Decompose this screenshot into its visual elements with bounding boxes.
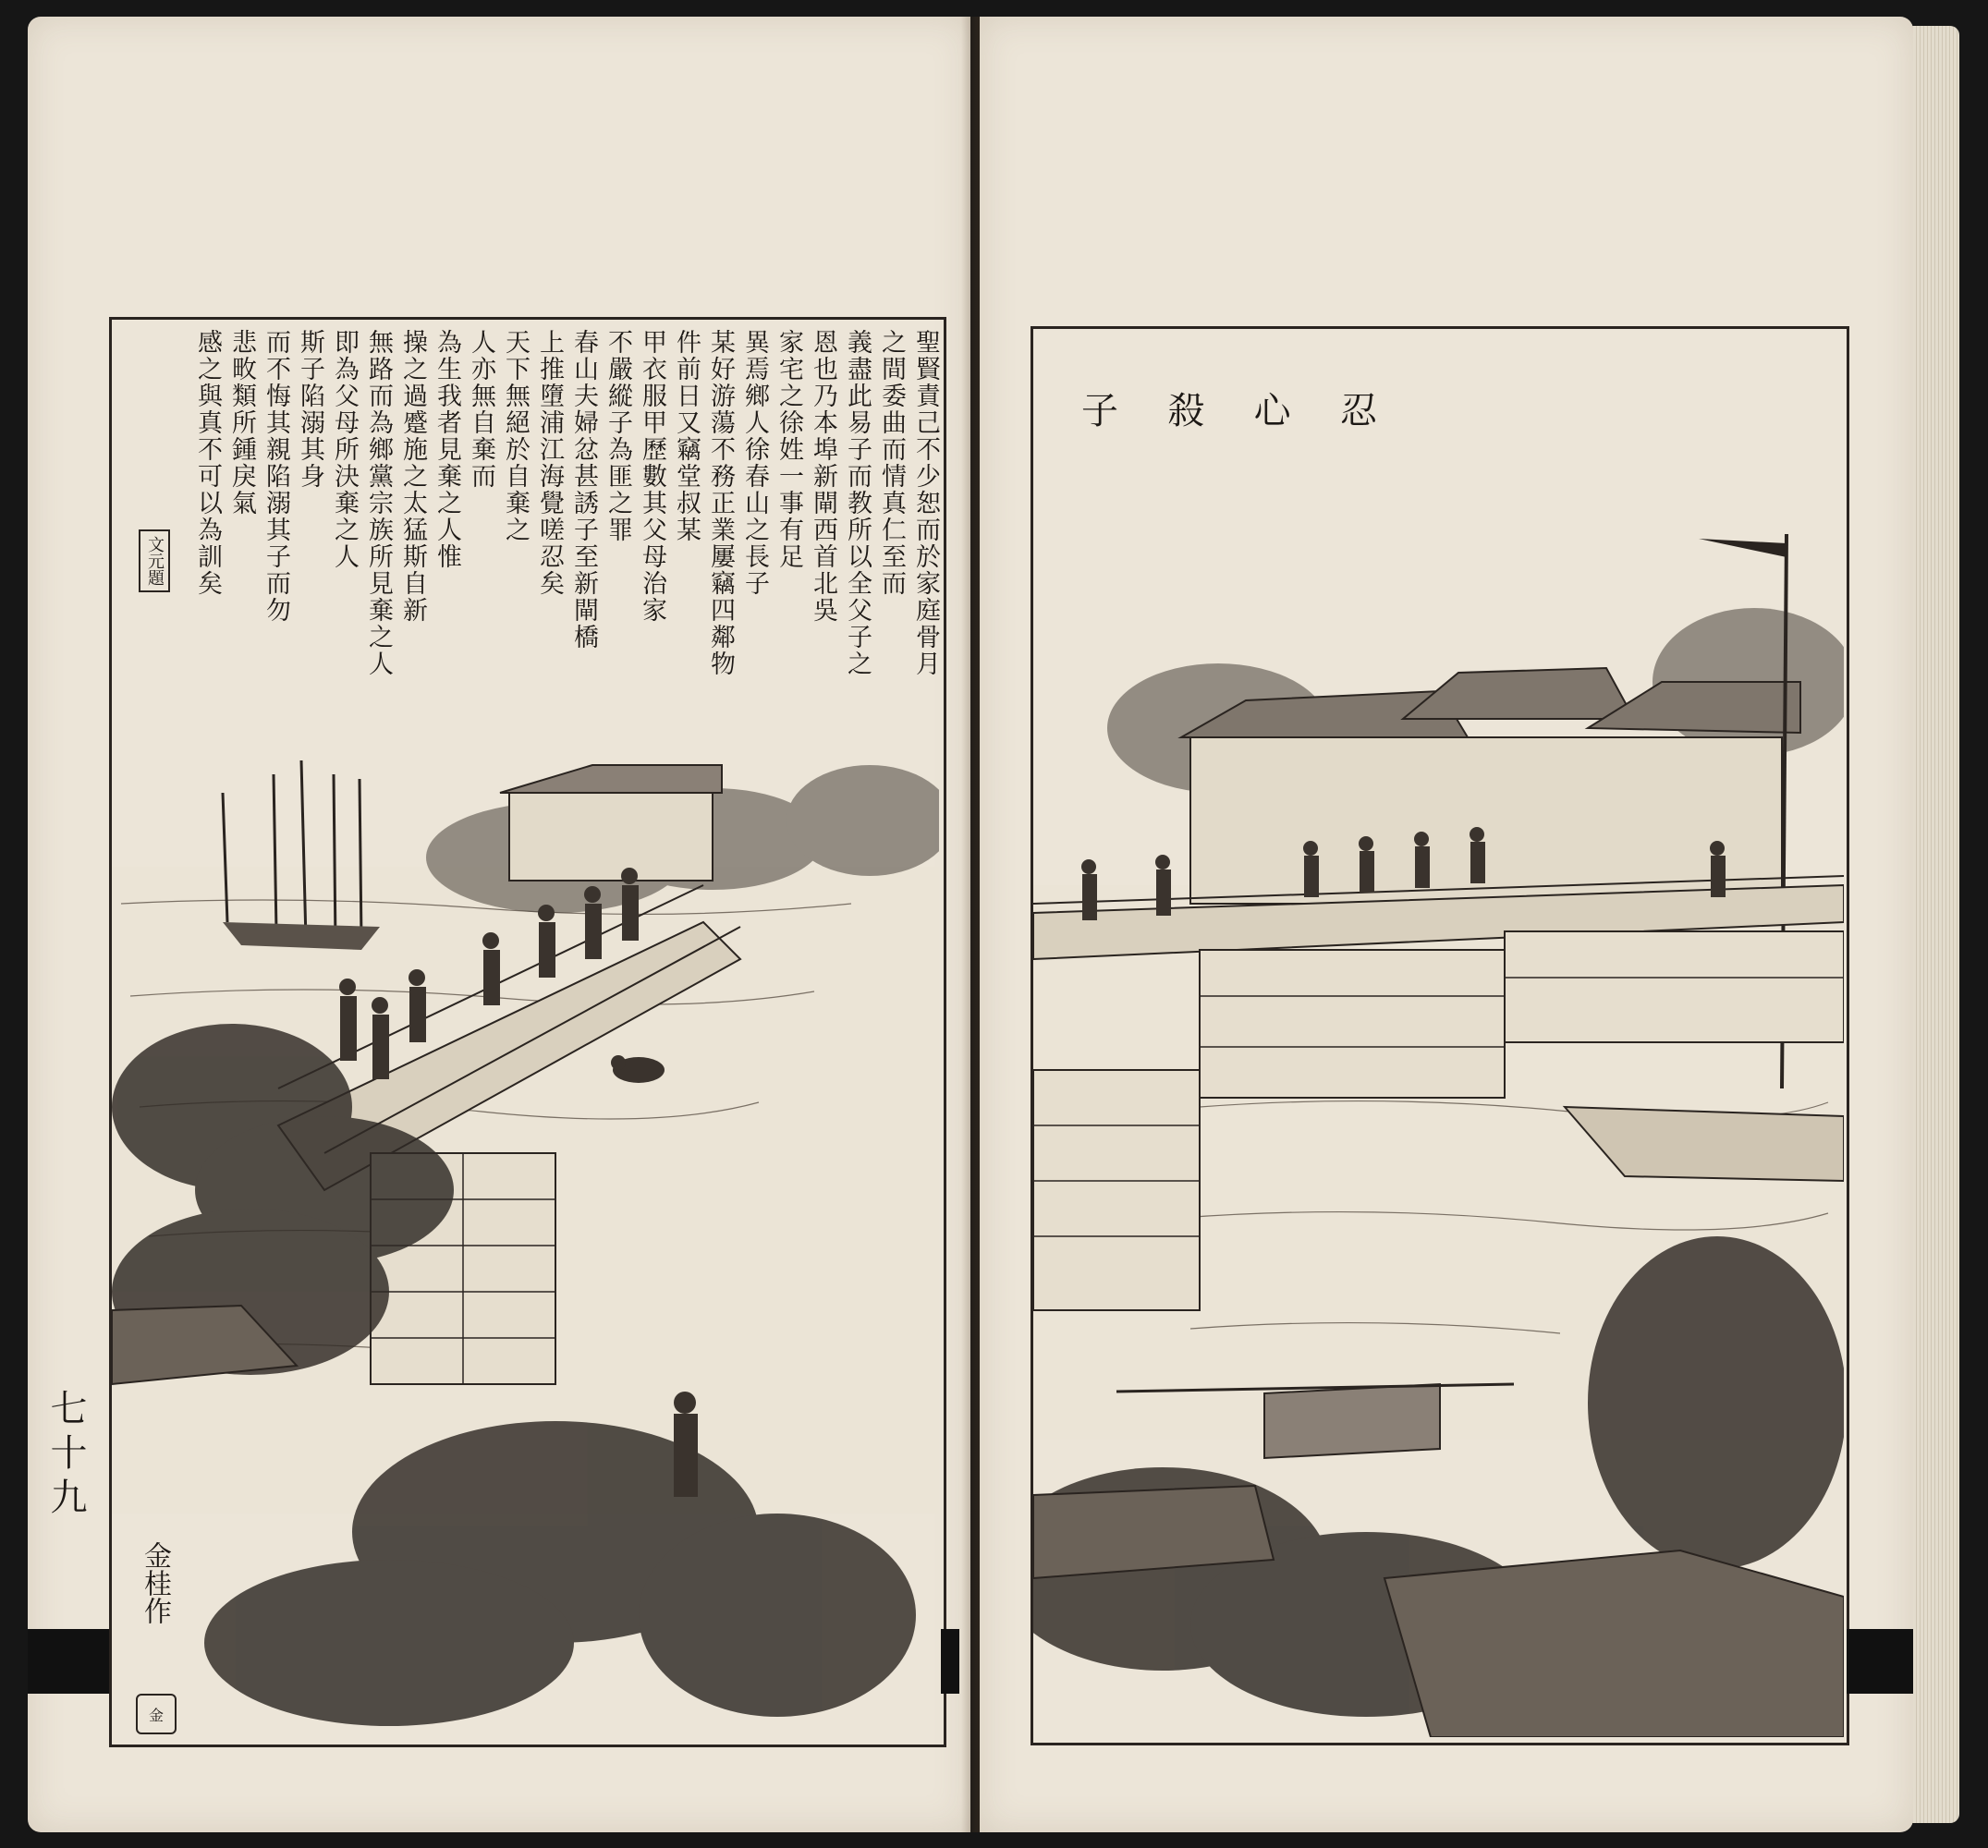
inscription-column: 天下無絕於自棄之 — [501, 329, 530, 543]
title-char-2: 心 — [1253, 390, 1291, 432]
left-illustration — [112, 756, 939, 1737]
inscription-column: 人亦無自棄而 — [467, 329, 495, 490]
inscription-column: 為生我者見棄之人惟 — [433, 329, 461, 570]
inscription-column: 不嚴縱子為匪之罪 — [604, 329, 632, 543]
inscription-column: 悲畋類所鍾戾氣 — [227, 329, 256, 517]
inscription-column: 某好游蕩不務正業屢竊四鄰物 — [706, 329, 735, 677]
inscription-column: 即為父母所決棄之人 — [330, 329, 359, 570]
artist-signature: 金桂作 — [139, 1541, 171, 1624]
right-page — [980, 17, 1913, 1832]
inscription-column: 而不悔其親陷溺其子而勿 — [262, 329, 290, 624]
inscription-column: 聖賢責己不少恕而於家庭骨月 — [911, 329, 940, 677]
inscription-seal: 文元題 — [139, 529, 170, 592]
inscription-column: 異焉鄉人徐春山之長子 — [740, 329, 769, 597]
inscription-column: 無路而為鄉黨宗族所見棄之人 — [364, 329, 393, 677]
title-char-4: 子 — [1081, 390, 1118, 432]
inscription-column: 斯子陷溺其身 — [296, 329, 324, 490]
inscription-column: 春山夫婦忿甚誘子至新閘橋 — [569, 329, 598, 650]
page-number: 七十九 — [44, 1389, 87, 1522]
inscription-column: 義盡此易子而教所以全父子之 — [843, 329, 872, 677]
right-illustration — [1033, 516, 1844, 1737]
inscription-column: 件前日又竊堂叔某 — [672, 329, 701, 543]
inscription-column: 上推墮浦江海覺嗟忍矣 — [535, 329, 564, 597]
inscription-column: 操之過蹙施之太猛斯自新 — [398, 329, 427, 624]
left-spine-band — [28, 1629, 109, 1694]
title-char-3: 殺 — [1167, 390, 1205, 432]
inscription-column: 家宅之徐姓一事有足 — [774, 329, 803, 570]
inscription-column: 恩也乃本埠新閘西首北吳 — [809, 329, 837, 624]
right-spine-band — [1847, 1629, 1913, 1694]
left-inner-band — [941, 1629, 959, 1694]
open-book — [28, 17, 1959, 1832]
artist-seal: 金 — [136, 1694, 177, 1734]
left-page — [28, 17, 970, 1832]
illustration-title — [1081, 382, 1377, 434]
title-char-1: 忍 — [1339, 390, 1377, 432]
inscription-column: 甲衣服甲歷數其父母治家 — [638, 329, 666, 624]
inscription-column: 之間委曲而情真仁至而 — [877, 329, 906, 597]
inscription-column: 感之與真不可以為訓矣 — [193, 329, 222, 597]
